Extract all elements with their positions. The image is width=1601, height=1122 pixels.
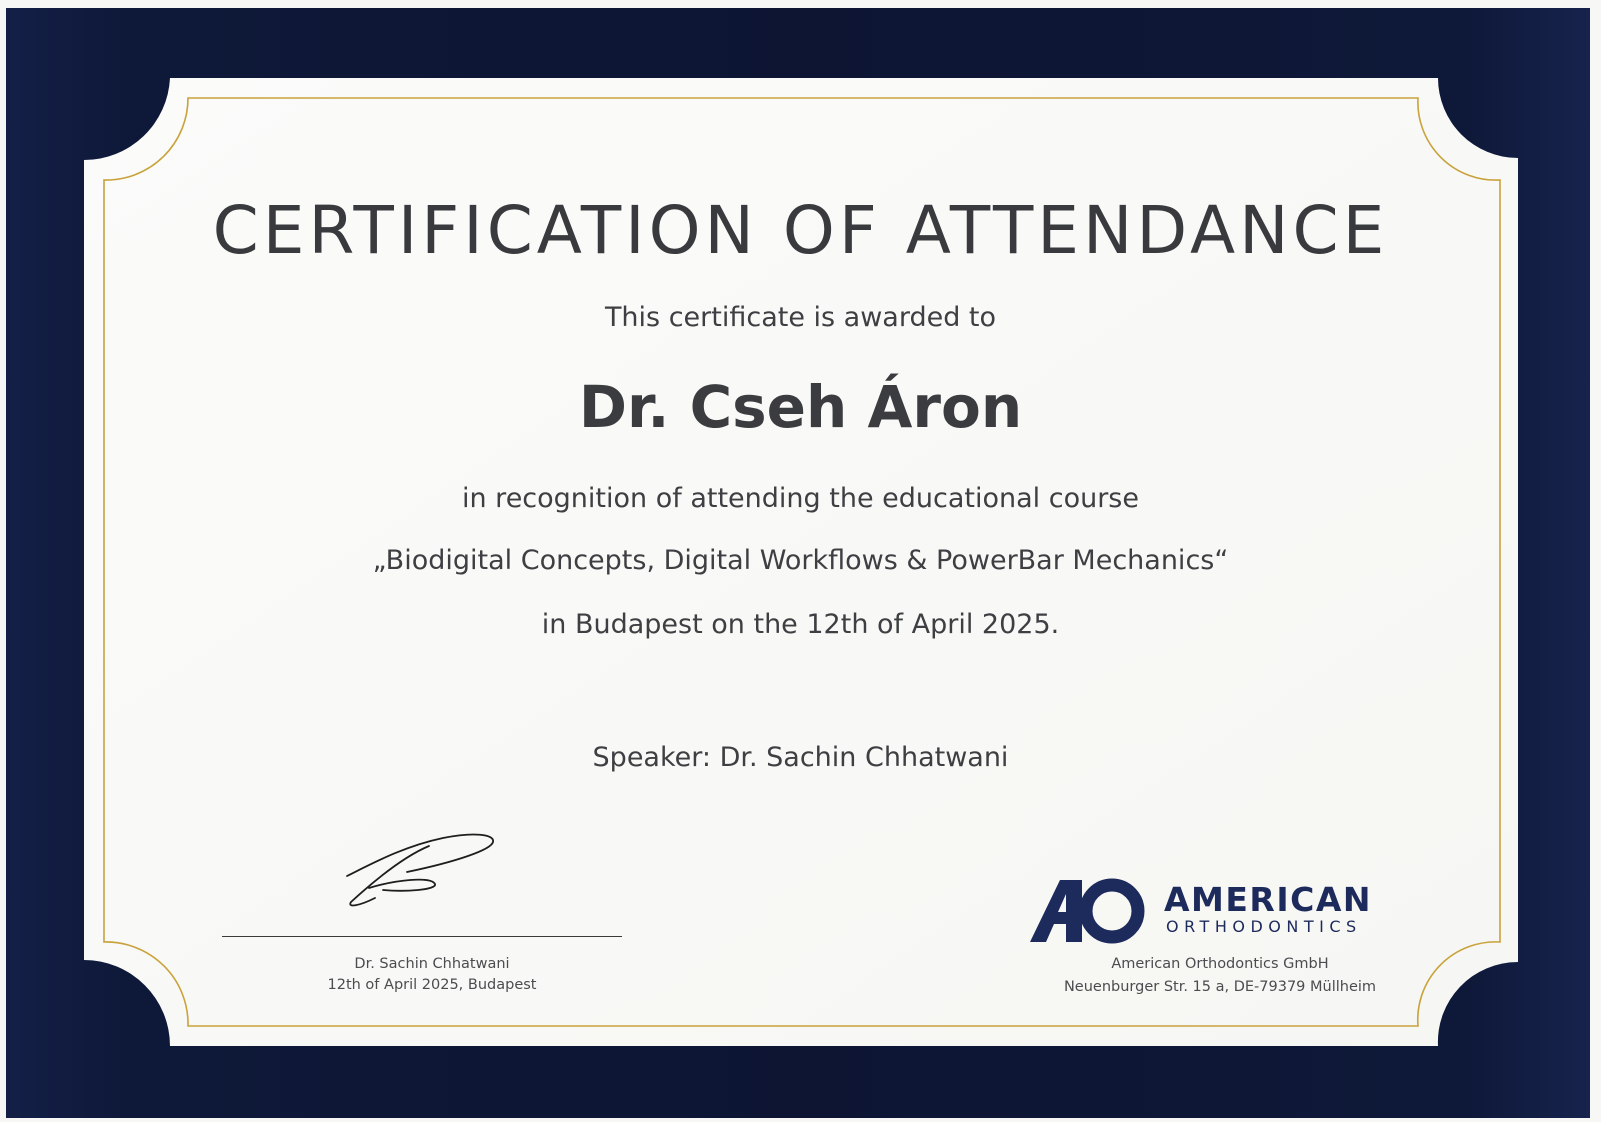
signature-graphic bbox=[345, 832, 505, 912]
speaker-text: Speaker: Dr. Sachin Chhatwani bbox=[592, 742, 1009, 773]
signature-line bbox=[222, 936, 622, 937]
ao-monogram-icon bbox=[1030, 878, 1150, 944]
signatory-name: Dr. Sachin Chhatwani bbox=[354, 956, 510, 972]
course-title: „Biodigital Concepts, Digital Workflows & PowerBar Mechanics“ bbox=[372, 545, 1229, 576]
logo-word-orthodontics: ORTHODONTICS bbox=[1166, 917, 1362, 936]
american-orthodontics-logo bbox=[1030, 878, 1390, 944]
place-date-text: in Budapest on the 12th of April 2025. bbox=[541, 609, 1060, 640]
signatory-date-place: 12th of April 2025, Budapest bbox=[327, 977, 537, 993]
recognition-text: in recognition of attending the educational course bbox=[461, 483, 1139, 514]
logo-word-american: AMERICAN bbox=[1164, 880, 1372, 919]
recipient-name: Dr. Cseh Áron bbox=[578, 373, 1023, 441]
awarded-to-text: This certificate is awarded to bbox=[604, 302, 997, 333]
certificate-title: CERTIFICATION OF ATTENDANCE bbox=[212, 192, 1389, 269]
company-name: American Orthodontics GmbH bbox=[1111, 956, 1329, 972]
company-address: Neuenburger Str. 15 a, DE-79379 Müllheim bbox=[1063, 979, 1377, 995]
